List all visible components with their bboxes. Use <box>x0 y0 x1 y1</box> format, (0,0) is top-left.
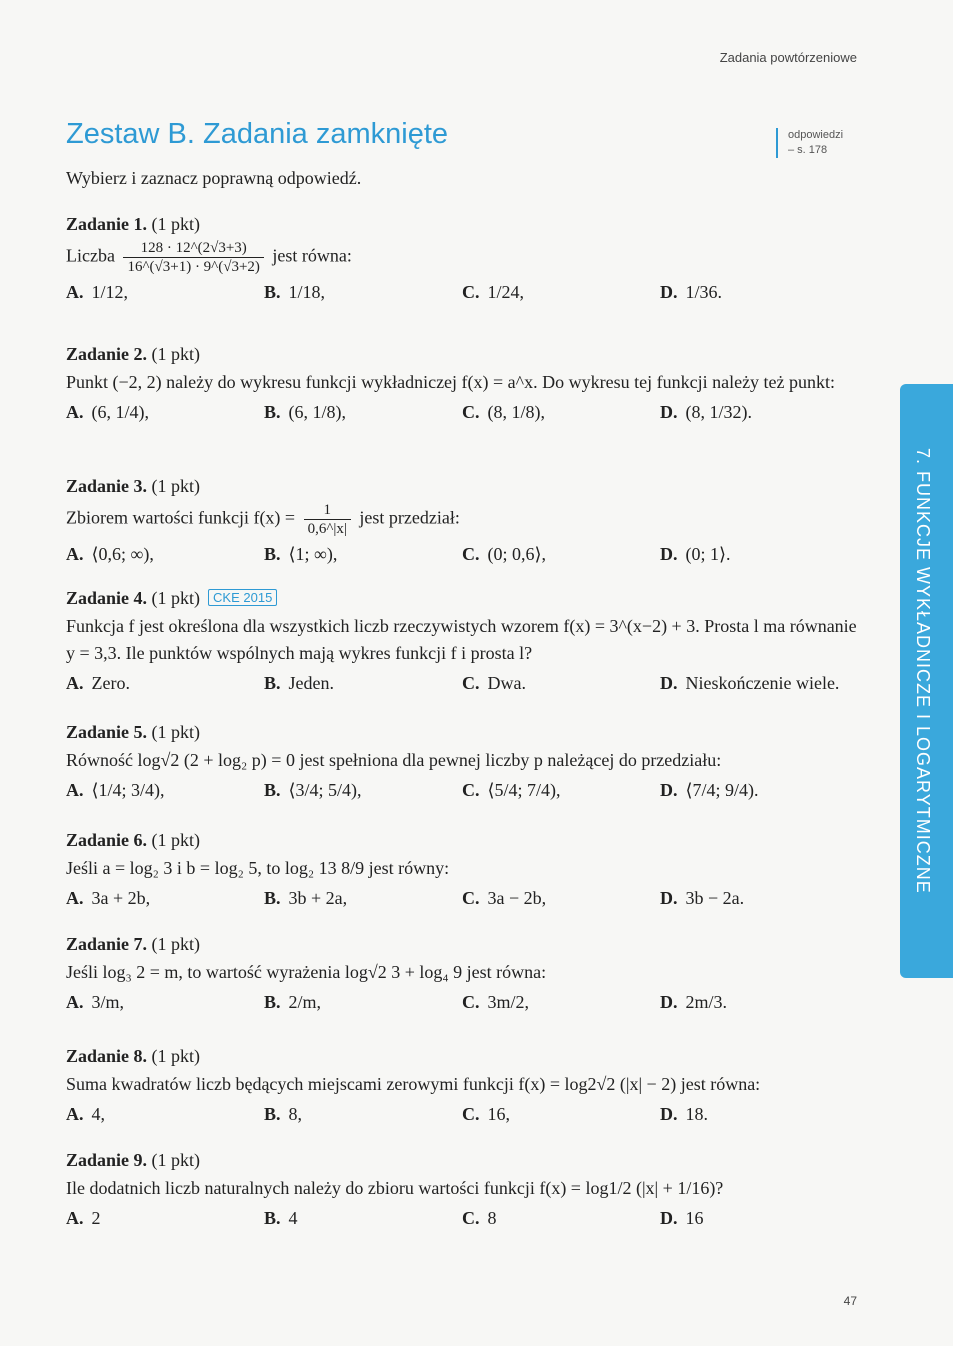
options <box>66 544 858 565</box>
task-6: Zadanie 6. (1 pkt) Jeśli a = log₂ 3 i b = log₂ 5, to log₂ 13 8/9 jest równy: A. 3a + 2b, B. 3b + 2a, C. 3a − 2b, D. 3b − 2a. <box>66 830 858 909</box>
option-c[interactable]: C. 3m/2, <box>462 992 530 1012</box>
options <box>66 1104 858 1125</box>
task-4: Zadanie 4. (1 pkt) CKE 2015 Funkcja f jest określona dla wszystkich liczb rzeczywistych wzorem f(x) = 3^(x−2) + 3. Prosta l ma równanie y = 3,3. Ile punktów wspólnych mają wykres funkcji f i prosta l? A. Zero. B. Jeden. C. Dwa. D. Nieskończenie wiele. <box>66 588 857 693</box>
option-c[interactable]: C. 3a − 2b, <box>462 888 547 908</box>
task-9: Zadanie 9. (1 pkt) Ile dodatnich liczb naturalnych należy do zbioru wartości funkcji f(x) = log1/2 (|x| + 1/16)? A. 2 B. 4 C. 8 D. 16 <box>66 1150 858 1229</box>
option-d[interactable]: D. 2m/3. <box>660 992 728 1012</box>
option-a[interactable]: A. (6, 1/4), <box>66 402 149 422</box>
option-d[interactable]: D. 18. <box>660 1104 708 1124</box>
option-c[interactable]: C. (8, 1/8), <box>462 402 545 422</box>
option-b[interactable]: B. Jeden. <box>264 673 334 693</box>
fraction: $\frac{128 \cdot 12\^{}(2√3+3)}{16\^{}(√3+1) \cdot 9\^{}(√3+2)}$ <box>123 239 263 276</box>
answers-reference: odpowiedzi – s. 178 <box>776 128 843 158</box>
options <box>66 992 858 1013</box>
option-c[interactable]: C. 8 <box>462 1208 497 1228</box>
option-d[interactable]: D. (8, 1/32). <box>660 402 752 422</box>
exam-badge: CKE 2015 <box>208 589 277 606</box>
task-7: Zadanie 7. (1 pkt) Jeśli log₃ 2 = m, to wartość wyrażenia log√2 3 + log₄ 9 jest równa: A. 3/m, B. 2/m, C. 3m/2, D. 2m/3. <box>66 934 858 1013</box>
option-c[interactable]: C. 1/24, <box>462 282 525 302</box>
option-b[interactable]: B. ⟨1; ∞), <box>264 544 338 564</box>
option-b[interactable]: B. 3b + 2a, <box>264 888 348 908</box>
option-b[interactable]: B. 4 <box>264 1208 298 1228</box>
options <box>66 402 858 423</box>
option-c[interactable]: C. Dwa. <box>462 673 526 693</box>
fraction: $\frac{1}{0,6\^{}|x|}$ <box>304 501 351 538</box>
option-b[interactable]: B. 2/m, <box>264 992 322 1012</box>
option-b[interactable]: B. ⟨3/4; 5/4), <box>264 780 362 800</box>
option-a[interactable]: A. 3a + 2b, <box>66 888 151 908</box>
options <box>66 1208 858 1229</box>
option-d[interactable]: D. 1/36. <box>660 282 723 302</box>
options <box>66 282 858 303</box>
running-header: Zadania powtórzeniowe <box>719 50 857 65</box>
chapter-title: 7. FUNKCJE WYKŁADNICZE I LOGARYTMICZNE <box>913 448 933 894</box>
task-3: Zadanie 3. (1 pkt) Zbiorem wartości funkcji f(x) = $\frac{1}{0,6\^{}|x|}$ jest przedział: A. ⟨0,6; ∞), B. ⟨1; ∞), C. (0; 0,6⟩, D. (0; 1⟩. <box>66 476 858 565</box>
option-d[interactable]: D. (0; 1⟩. <box>660 544 731 564</box>
option-d[interactable]: D. Nieskończenie wiele. <box>660 673 840 693</box>
option-a[interactable]: A. Zero. <box>66 673 130 693</box>
task-5: Zadanie 5. (1 pkt) Równość log√2 (2 + log₂ p) = 0 jest spełniona dla pewnej liczby p należącej do przedziału: A. ⟨1/4; 3/4), B. ⟨3/4; 5/4), C. ⟨5/4; 7/4), D. ⟨7/4; 9/4). <box>66 722 858 801</box>
options <box>66 780 858 801</box>
option-d[interactable]: D. 16 <box>660 1208 704 1228</box>
task-1: Zadanie 1. (1 pkt) Liczba $\frac{128 \cdot 12\^{}(2√3+3)}{16\^{}(√3+1) \cdot 9\^{}(√3+2)}$ jest równa: A. 1/12, B. 1/18, C. 1/24, D. 1/36. <box>66 214 858 303</box>
option-b[interactable]: B. 8, <box>264 1104 303 1124</box>
option-d[interactable]: D. ⟨7/4; 9/4). <box>660 780 759 800</box>
option-d[interactable]: D. 3b − 2a. <box>660 888 745 908</box>
option-a[interactable]: A. 3/m, <box>66 992 125 1012</box>
option-a[interactable]: A. 2 <box>66 1208 101 1228</box>
options <box>66 888 858 909</box>
option-a[interactable]: A. 1/12, <box>66 282 129 302</box>
chapter-tab <box>900 384 953 978</box>
option-a[interactable]: A. ⟨1/4; 3/4), <box>66 780 165 800</box>
option-c[interactable]: C. 16, <box>462 1104 510 1124</box>
option-b[interactable]: B. 1/18, <box>264 282 326 302</box>
option-a[interactable]: A. ⟨0,6; ∞), <box>66 544 154 564</box>
task-8: Zadanie 8. (1 pkt) Suma kwadratów liczb będących miejscami zerowymi funkcji f(x) = log2√2 (|x| − 2) jest równa: A. 4, B. 8, C. 16, D. 18. <box>66 1046 858 1125</box>
option-c[interactable]: C. (0; 0,6⟩, <box>462 544 547 564</box>
option-c[interactable]: C. ⟨5/4; 7/4), <box>462 780 561 800</box>
option-b[interactable]: B. (6, 1/8), <box>264 402 347 422</box>
instruction: Wybierz i zaznacz poprawną odpowiedź. <box>66 168 362 188</box>
task-2: Zadanie 2. (1 pkt) Punkt (−2, 2) należy do wykresu funkcji wykładniczej f(x) = a^x. Do wykresu tej funkcji należy też punkt: A. (6, 1/4), B. (6, 1/8), C. (8, 1/8), D. (8, 1/32). <box>66 344 858 423</box>
page-number: 47 <box>843 1294 857 1308</box>
option-a[interactable]: A. 4, <box>66 1104 105 1124</box>
options <box>66 673 858 694</box>
page-title: Zestaw B. Zadania zamknięte <box>66 118 449 150</box>
